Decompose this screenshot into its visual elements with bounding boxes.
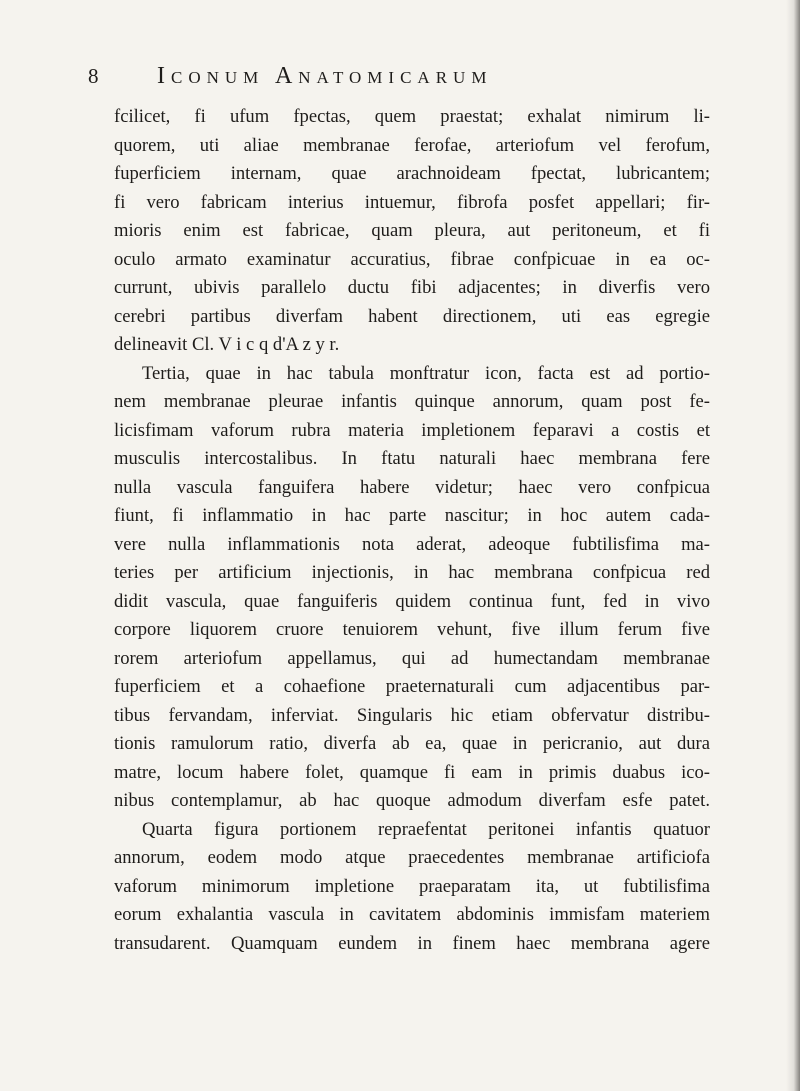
text-line: licisfimam vaforum rubra materia impletionem feparavi a costis et bbox=[114, 419, 710, 441]
text-line: nulla vascula fanguifera habere videtur; haec vero confpicua bbox=[114, 476, 710, 498]
text-line: vaforum minimorum impletione praeparatam ita, ut fubtilisfima bbox=[114, 875, 710, 897]
text-line: rorem arteriofum appellamus, qui ad humectandam membranae bbox=[114, 647, 710, 669]
text-line: didit vascula, quae fanguiferis quidem continua funt, fed in vivo bbox=[114, 590, 710, 612]
text-line: quorem, uti aliae membranae ferofae, arteriofum vel ferofum, bbox=[114, 134, 710, 156]
text-line: nibus contemplamur, ab hac quoque admodum diverfam esfe patet. bbox=[114, 790, 710, 811]
paragraph-start-line: Quarta figura portionem repraefentat peritonei infantis quatuor bbox=[142, 818, 710, 840]
body-text bbox=[114, 103, 710, 958]
text-line: fuperficiem internam, quae arachnoideam fpectat, lubricantem; bbox=[114, 163, 710, 184]
text-line: currunt, ubivis parallelo ductu fibi adjacentes; in diverfis vero bbox=[114, 277, 710, 298]
text-line: transudarent. Quamquam eundem in finem haec membrana agere bbox=[114, 932, 710, 954]
text-line: fuperficiem et a cohaefione praeternaturali cum adjacentibus par- bbox=[114, 676, 710, 697]
text-line: musculis intercostalibus. In ftatu naturali haec membrana fere bbox=[114, 448, 710, 469]
text-line: vere nulla inflammationis nota aderat, adeoque fubtilisfima ma- bbox=[114, 533, 710, 555]
text-line: cerebri partibus diverfam habent directionem, uti eas egregie bbox=[114, 305, 710, 327]
page-number: 8 bbox=[88, 64, 99, 88]
text-line: tionis ramulorum ratio, diverfa ab ea, quae in pericranio, aut dura bbox=[114, 733, 710, 754]
page-edge-shadow bbox=[786, 0, 800, 1091]
text-line: fi vero fabricam interius intuemur, fibrofa posfet appellari; fir- bbox=[114, 191, 710, 213]
text-line: matre, locum habere folet, quamque fi eam in primis duabus ico- bbox=[114, 761, 710, 783]
running-head: Iconum Anatomicarum bbox=[157, 63, 493, 89]
paragraph-start-line: Tertia, quae in hac tabula monftratur icon, facta est ad portio- bbox=[142, 362, 710, 384]
text-line: oculo armato examinatur accuratius, fibrae confpicuae in ea oc- bbox=[114, 248, 710, 270]
text-line: mioris enim est fabricae, quam pleura, aut peritoneum, et fi bbox=[114, 220, 710, 241]
text-line: delineavit Cl. V i c q d'A z y r. bbox=[114, 334, 340, 355]
text-line: tibus fervandam, inferviat. Singularis hic etiam obfervatur distribu- bbox=[114, 704, 710, 726]
text-line: fcilicet, fi ufum fpectas, quem praestat; exhalat nimirum li- bbox=[114, 106, 710, 127]
text-line: teries per artificium injectionis, in hac membrana confpicua red bbox=[114, 562, 710, 583]
text-line: corpore liquorem cruore tenuiorem vehunt, five illum ferum five bbox=[114, 619, 710, 640]
text-line: eorum exhalantia vascula in cavitatem abdominis immisfam materiem bbox=[114, 904, 710, 925]
text-line: nem membranae pleurae infantis quinque annorum, quam post fe- bbox=[114, 391, 710, 412]
text-line: annorum, eodem modo atque praecedentes membranae artificiofa bbox=[114, 847, 710, 868]
text-line: fiunt, fi inflammatio in hac parte nascitur; in hoc autem cada- bbox=[114, 505, 710, 526]
